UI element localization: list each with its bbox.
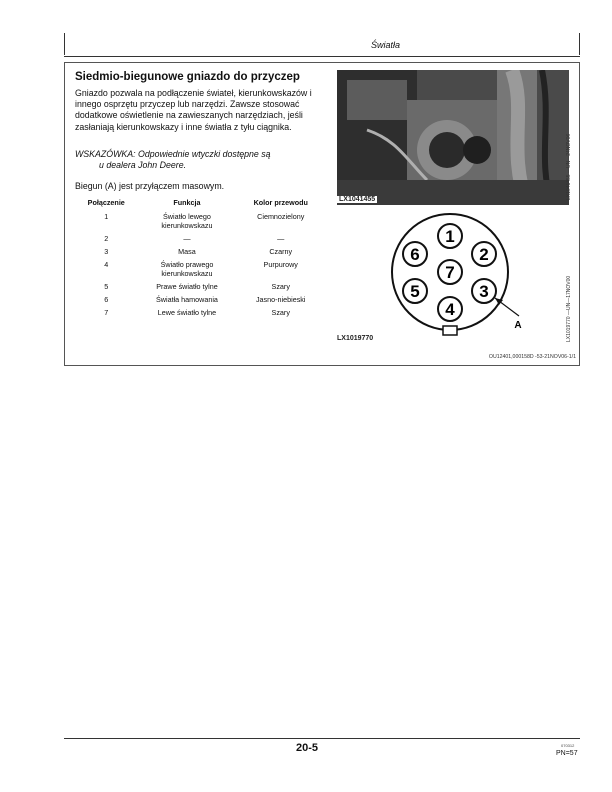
pin-function: Prawe światło tylne	[156, 282, 218, 291]
pin-3	[472, 279, 496, 303]
table-row	[75, 260, 325, 282]
document-reference: OU12401,000158D -53-21NOV06-1/1	[488, 354, 576, 360]
pin-number: 1	[104, 212, 109, 221]
section-header: Światła	[370, 40, 400, 50]
wire-color: —	[277, 234, 285, 243]
pin-7	[438, 260, 462, 284]
pin-function: —	[183, 234, 191, 243]
table-row	[75, 295, 325, 308]
pin-function: Masa	[178, 247, 196, 256]
pin-number: 4	[104, 260, 109, 269]
col-header-color: Kolor przewodu	[253, 198, 308, 207]
pin-number-label: 3	[479, 282, 489, 301]
pin-diagram	[337, 212, 569, 344]
print-code: 070312	[561, 743, 575, 748]
pin-number-label: 7	[445, 263, 455, 282]
col-header-function: Funkcja	[173, 198, 201, 207]
wire-color: Szary	[271, 282, 290, 291]
col-header-connection: Połączenie	[87, 198, 125, 207]
diagram-side-code: LX1019770 —UN—17NOV00	[566, 275, 572, 342]
diagram-label: LX1019770	[337, 335, 374, 342]
pin-4	[438, 297, 462, 321]
table-row	[75, 308, 325, 321]
wire-color: Czarny	[269, 247, 293, 256]
note-paragraph	[75, 149, 315, 171]
pin-number: 6	[104, 295, 109, 304]
note-line-1: WSKAZÓWKA: Odpowiednie wtyczki dostępne są	[75, 149, 271, 159]
pin-function: Światło lewego kierunkowskazu	[161, 212, 213, 230]
callout-label: A	[514, 320, 522, 331]
wire-color: Jasno-niebieski	[255, 295, 306, 304]
pin-number-label: 6	[410, 245, 420, 264]
table-row	[75, 212, 325, 234]
pin-function: Światło prawego kierunkowskazu	[160, 260, 214, 278]
ground-pin-text: Biegun (A) jest przyłączem masowym.	[75, 181, 225, 191]
pn-number: PN=57	[556, 750, 578, 757]
pin-1	[438, 224, 462, 248]
pin-number-label: 5	[410, 282, 420, 301]
table-row	[75, 282, 325, 295]
photo-side-code: LX1041455 —UN—24NOV06	[566, 133, 572, 200]
pin-function: Światła hamowania	[156, 295, 218, 304]
pin-table	[75, 197, 325, 321]
pin-number: 7	[104, 308, 109, 317]
wire-color: Purpurowy	[263, 260, 298, 269]
table-row	[75, 247, 325, 260]
page-number: 20-5	[296, 742, 319, 754]
intro-paragraph: Gniazdo pozwala na podłączenie świateł, kierunkowskazów i innego osprzętu przyczep lub narzędzi. Zawsze stosować dodatkowe oświetlenie na zawieszanych narzędziach, jeśli zasłaniają kierunkowskazy i inne światła z tyłu ciągnika.	[75, 88, 312, 132]
section-title: Siedmio-biegunowe gniazdo do przyczep	[75, 71, 300, 83]
header-rule	[64, 56, 580, 57]
pin-number-label: 2	[479, 245, 489, 264]
pin-5	[403, 279, 427, 303]
socket-key	[443, 326, 457, 335]
note-line-2: u dealera John Deere.	[99, 160, 187, 171]
wire-color: Ciemnozielony	[257, 212, 305, 221]
pin-number-label: 4	[445, 300, 455, 319]
pin-6	[403, 242, 427, 266]
pin-number-label: 1	[445, 227, 455, 246]
pin-number: 2	[104, 234, 109, 243]
table-row	[75, 234, 325, 247]
table-header-row	[75, 197, 325, 212]
pin-function: Lewe światło tylne	[157, 308, 217, 317]
wire-color: Szary	[271, 308, 290, 317]
pin-2	[472, 242, 496, 266]
photo-label: LX1041455	[339, 196, 376, 203]
pin-number: 5	[104, 282, 109, 291]
pin-number: 3	[104, 247, 109, 256]
callout-a	[495, 298, 522, 331]
socket-photo	[337, 70, 569, 205]
footer-rule	[64, 738, 580, 739]
